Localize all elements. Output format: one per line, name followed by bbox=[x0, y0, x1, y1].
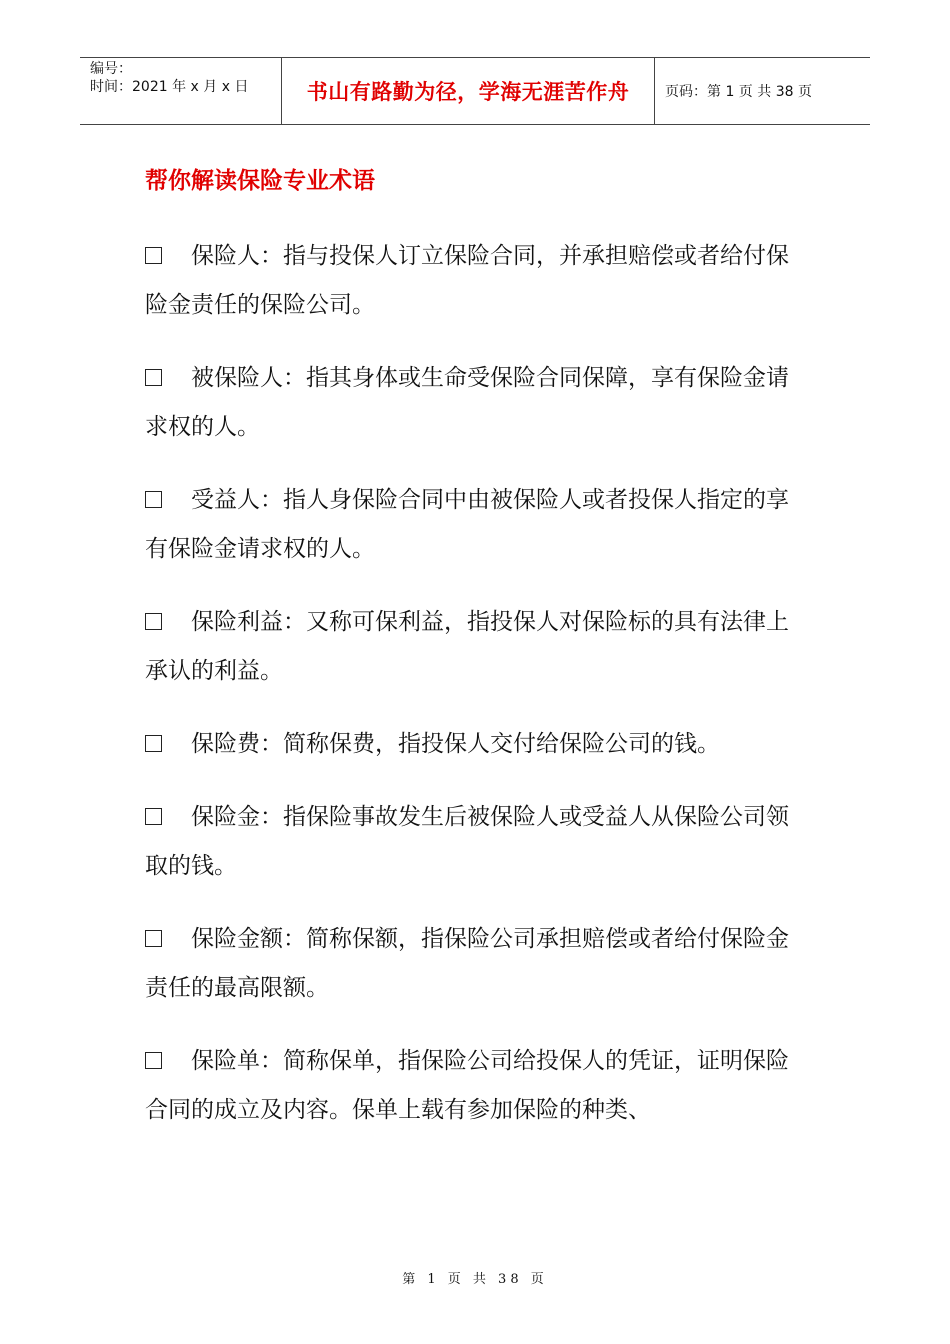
checkbox-icon bbox=[145, 808, 162, 825]
header-page-info: 页码：第 1 页 共 38 页 bbox=[665, 84, 812, 100]
date-label: 时间：2021 年 x 月 x 日 bbox=[90, 79, 249, 95]
term-item bbox=[145, 476, 795, 574]
page-footer: 第 1 页 共 38 页 bbox=[402, 1272, 548, 1287]
document-title: 帮你解读保险专业术语 bbox=[145, 168, 375, 194]
checkbox-icon bbox=[145, 247, 162, 264]
checkbox-icon bbox=[145, 491, 162, 508]
term-item bbox=[145, 915, 795, 1013]
header-meta-cell bbox=[80, 58, 282, 124]
checkbox-icon bbox=[145, 735, 162, 752]
term-text: 保险单：简称保单，指保险公司给投保人的凭证，证明保险合同的成立及内容。保单上载有参加保险的种类、 bbox=[145, 1048, 789, 1123]
header-motto: 书山有路勤为径，学海无涯苦作舟 bbox=[306, 80, 630, 104]
page-header bbox=[80, 57, 870, 125]
checkbox-icon bbox=[145, 930, 162, 947]
checkbox-icon bbox=[145, 1052, 162, 1069]
serial-number-label: 编号： bbox=[90, 61, 132, 77]
term-item bbox=[145, 598, 795, 696]
term-text: 保险金额：简称保额，指保险公司承担赔偿或者给付保险金责任的最高限额。 bbox=[145, 926, 789, 1001]
term-text: 受益人：指人身保险合同中由被保险人或者投保人指定的享有保险金请求权的人。 bbox=[145, 487, 789, 562]
terms-list bbox=[145, 232, 795, 1159]
checkbox-icon bbox=[145, 613, 162, 630]
term-item bbox=[145, 232, 795, 330]
header-motto-cell bbox=[282, 58, 655, 124]
header-page-cell bbox=[655, 58, 870, 124]
term-text: 保险人：指与投保人订立保险合同，并承担赔偿或者给付保险金责任的保险公司。 bbox=[145, 243, 789, 318]
term-item bbox=[145, 1037, 795, 1135]
term-item bbox=[145, 793, 795, 891]
term-text: 被保险人：指其身体或生命受保险合同保障，享有保险金请求权的人。 bbox=[145, 365, 789, 440]
term-text: 保险金：指保险事故发生后被保险人或受益人从保险公司领取的钱。 bbox=[145, 804, 789, 879]
term-text: 保险费：简称保费，指投保人交付给保险公司的钱。 bbox=[191, 731, 720, 757]
term-text: 保险利益：又称可保利益，指投保人对保险标的具有法律上承认的利益。 bbox=[145, 609, 789, 684]
term-item bbox=[145, 720, 795, 769]
term-item bbox=[145, 354, 795, 452]
checkbox-icon bbox=[145, 369, 162, 386]
